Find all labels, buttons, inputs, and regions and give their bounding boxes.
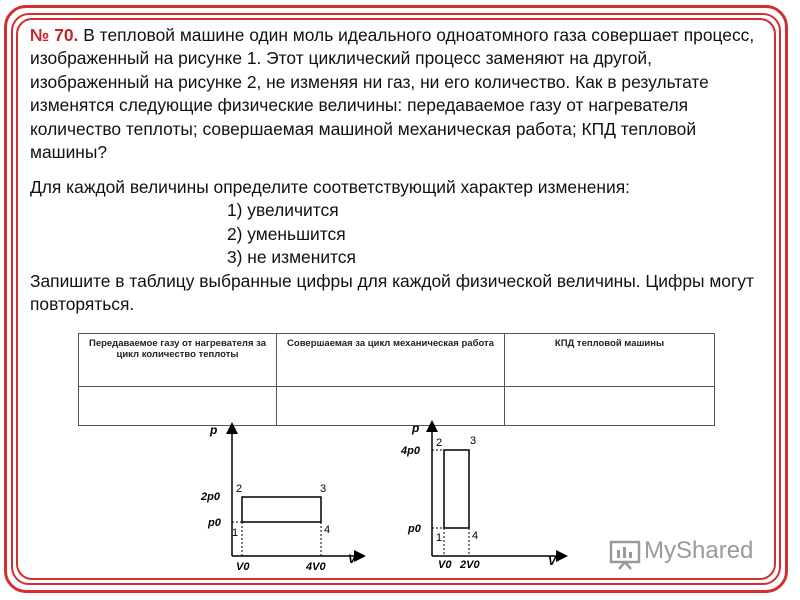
cycle-rectangle: [444, 450, 469, 528]
option-increase: 1) увеличится: [227, 200, 339, 221]
cycle-rectangle: [242, 497, 321, 522]
tick-p0: p0: [408, 523, 421, 535]
tick-v0: V0: [236, 561, 250, 573]
v-axis-label: V: [548, 554, 557, 568]
point-label-3: 3: [470, 435, 477, 447]
problem-number: № 70.: [30, 25, 79, 45]
header-work: Совершаемая за цикл механическая работа: [277, 334, 505, 387]
myshared-logo-icon: [608, 536, 644, 572]
p-axis-label: p: [210, 423, 218, 437]
v-axis-label: V: [348, 552, 357, 566]
problem-statement: [30, 24, 770, 164]
header-heat: Передаваемое газу от нагревателя за цикл количество теплоты: [79, 334, 277, 387]
answer-table: [78, 333, 715, 426]
header-efficiency: КПД тепловой машины: [505, 334, 715, 387]
pv-diagram-2: [398, 418, 568, 583]
watermark-text: MyShared: [644, 537, 754, 564]
instruction-text: Для каждой величины определите соответствующий характер изменения:: [30, 177, 630, 197]
p-axis-label: p: [412, 421, 420, 435]
option-decrease: 2) уменьшится: [227, 223, 346, 244]
point-label-4: 4: [324, 524, 331, 536]
tick-4v0: 4V0: [306, 561, 326, 573]
point-label-1: 1: [232, 527, 239, 539]
point-label-3: 3: [320, 483, 327, 495]
tick-4p0: 4p0: [401, 445, 420, 457]
option-no-change: 3) не изменится: [227, 247, 356, 268]
tick-2p0: 2p0: [201, 491, 220, 503]
point-label-4: 4: [472, 530, 479, 542]
tick-v0: V0: [438, 559, 452, 571]
problem-text: В тепловой машине один моль идеального одноатомного газа совершает процесс, изображенный на рисунке 1. Этот циклический процесс заменяют на другой, изображенный на рисунке 2, не изменяя ни газ, ни его количество. Как в результате изменятся следующие физические величины: передаваемое газу от нагревателя количество теплоты; совершаемая машиной механическая работа; КПД тепловой машины?: [30, 25, 755, 163]
point-label-1: 1: [436, 532, 443, 544]
tick-p0: p0: [208, 517, 221, 529]
closing-text: Запишите в таблицу выбранные цифры для каждой физической величины. Цифры могут повторяться.: [30, 270, 754, 315]
point-label-2: 2: [236, 483, 243, 495]
problem-instructions: [30, 176, 770, 316]
point-label-2: 2: [436, 437, 443, 449]
pv-diagram-1: [196, 420, 366, 580]
tick-2v0: 2V0: [460, 559, 480, 571]
